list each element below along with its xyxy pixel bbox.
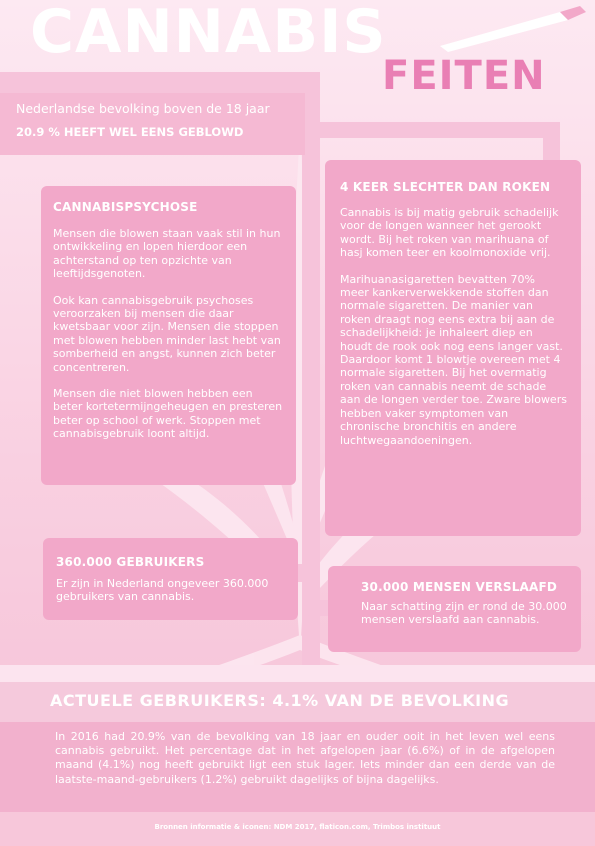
card-paragraph: Mensen die niet blowen hebben een beter kortetermijngeheugen en presteren beter op school of werk. Stoppen met cannabisgebruik loont altijd. (53, 387, 283, 441)
card-verslaafd (328, 566, 581, 652)
card-paragraph: Ook kan cannabisgebruik psychoses veroorzaken bij mensen die daar kwetsbaar voor zijn. Mensen die stoppen met blowen hebben minder last hebt van somberheid en angst, kunnen zich beter concentreren. (53, 293, 281, 374)
card-paragraph: Er zijn in Nederland ongeveer 360.000 gebruikers van cannabis. (56, 577, 269, 604)
page-title: CANNABIS (30, 0, 387, 67)
footer-sources: Bronnen informatie & iconen: NDM 2017, flaticon.com, Trimbos instituut (154, 823, 441, 831)
card-paragraph: Naar schatting zijn er rond de 30.000 mensen verslaafd aan cannabis. (361, 600, 567, 627)
actueel-title: ACTUELE GEBRUIKERS: 4.1% VAN DE BEVOLKING (50, 691, 510, 710)
page-subtitle: FEITEN (382, 53, 546, 99)
card-paragraph: Mensen die blowen staan vaak stil in hun ontwikkeling en lopen hierdoor een achterstand op ten opzichte van leeftijdsgenoten. (53, 227, 281, 281)
footer (0, 812, 595, 846)
actueel-text: In 2016 had 20.9% van de bevolking van 18 jaar en ouder ooit in het leven wel eens cannabis gebruikt. Het percentage dat in het afgelopen jaar (6.6%) of in de afgelopen maand (4.1%) nog heeft gebruikt ligt een stuk lager. Iets minder dan een derde van de laatste-maand-gebruikers (1.2%) gebruikt dagelijks of bijna dagelijks. (55, 730, 555, 786)
card-roken (325, 160, 581, 536)
intro-band (0, 93, 305, 155)
actueel-band (0, 682, 595, 722)
card-title: CANNABISPSYCHOSE (53, 200, 198, 214)
intro-statistic: 20.9 % HEEFT WEL EENS GEBLOWD (16, 125, 244, 139)
intro-population-label: Nederlandse bevolking boven de 18 jaar (16, 101, 270, 116)
actueel-text-block (0, 722, 595, 812)
connector-line (0, 72, 320, 93)
card-title: 4 KEER SLECHTER DAN ROKEN (340, 180, 551, 194)
connector-line (302, 72, 320, 682)
card-cannabispsychose (41, 186, 296, 485)
card-gebruikers (43, 538, 298, 620)
card-title: 360.000 GEBRUIKERS (56, 555, 205, 569)
divider (0, 665, 595, 682)
connector-line (543, 122, 560, 162)
card-title: 30.000 MENSEN VERSLAAFD (361, 580, 558, 594)
connector-line (302, 122, 560, 138)
card-paragraph: Cannabis is bij matig gebruik schadelijk voor de longen wanneer het gerookt wordt. Bij het roken van marihuana of hasj komen teer en koolmonoxide vrij. (340, 206, 559, 260)
card-paragraph: Marihuanasigaretten bevatten 70% meer kankerverwekkende stoffen dan normale sigaretten. De manier van roken draagt nog eens extra bij aan de schadelijkheid: je inhaleert diep en houdt de rook ook nog eens langer vast. Daardoor komt 1 blowtje overeen met 4 normale sigaretten. Bij het overmatig roken van cannabis neemt de schade aan de longen verder toe. Zware blowers hebben vaker symptomen van chronische bronchitis en andere luchtwegaandoeningen. (340, 272, 567, 447)
joint-icon (430, 2, 590, 52)
